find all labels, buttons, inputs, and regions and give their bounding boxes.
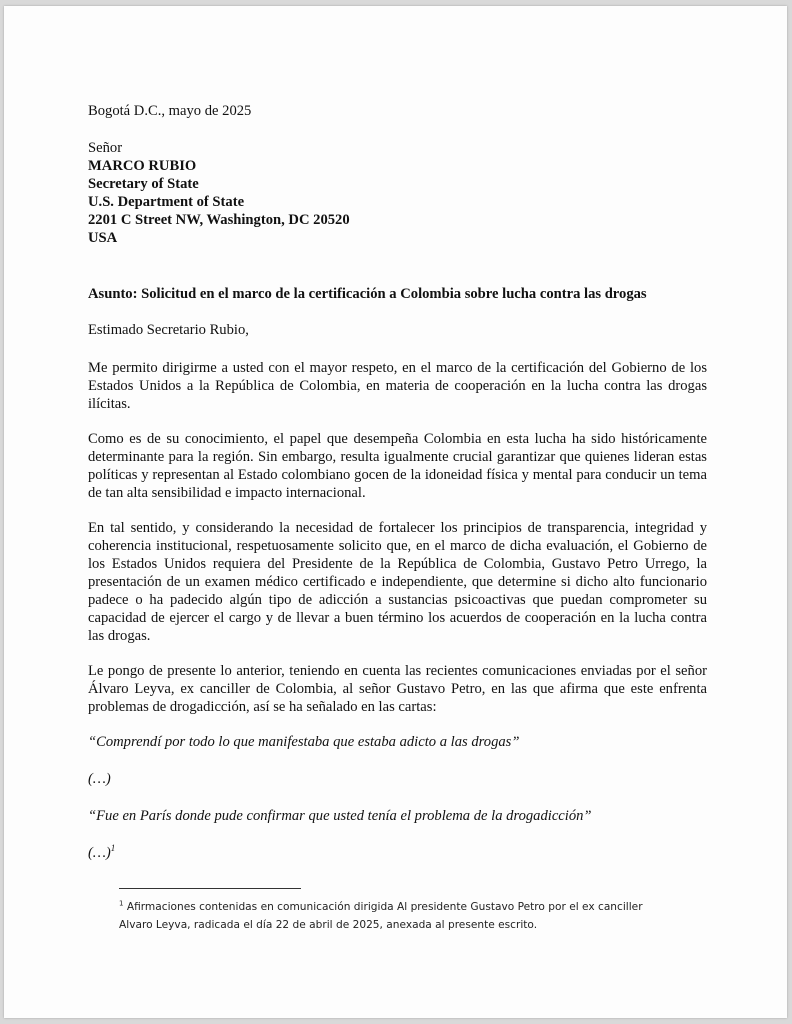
recipient-block	[88, 139, 707, 247]
recipient-name: MARCO RUBIO	[88, 158, 197, 174]
recipient-country: USA	[88, 230, 118, 246]
recipient-salutation-title: Señor	[88, 140, 123, 156]
recipient-department: U.S. Department of State	[88, 194, 245, 210]
ellipsis-2	[88, 844, 707, 862]
paragraph-3: En tal sentido, y considerando la necesidad de fortalecer los principios de transparencia, integridad y coherencia institucional, respetuosamente solicito que, en el marco de dicha evaluación, el Gobierno de los Estados Unidos requiera del Presidente de la República de Colombia, Gustavo Petro Urrego, la presentación de un examen médico certificado e independiente, que determine si dicho alto funcionario padece o ha padecido algún tipo de adicción a sustancias psicoactivas que puedan comprometer su capacidad de ejercer el cargo y de llevar a buen término los acuerdos de cooperación en la lucha contra las drogas.	[88, 520, 707, 644]
subject-line: Asunto: Solicitud en el marco de la certificación a Colombia sobre lucha contra las drogas	[88, 286, 647, 302]
paragraph-1: Me permito dirigirme a usted con el mayor respeto, en el marco de la certificación del Gobierno de los Estados Unidos a la República de Colombia, en materia de cooperación en la lucha contra las drogas ilícitas.	[88, 360, 707, 412]
greeting: Estimado Secretario Rubio,	[88, 322, 249, 338]
paragraph-4: Le pongo de presente lo anterior, teniendo en cuenta las recientes comunicaciones enviadas por el señor Álvaro Leyva, ex canciller de Colombia, al señor Gustavo Petro, en las que afirma que este enfrenta problemas de drogadicción, así se ha señalado en las cartas:	[88, 663, 707, 715]
quote-1: “Comprendí por todo lo que manifestaba que estaba adicto a las drogas”	[88, 734, 520, 750]
document-page	[4, 6, 787, 1018]
footnote-text: Afirmaciones contenidas en comunicación dirigida Al presidente Gustavo Petro por el ex canciller Alvaro Leyva, radicada el día 22 de abril de 2025, anexada al presente escrito.	[119, 901, 643, 931]
date-line: Bogotá D.C., mayo de 2025	[88, 103, 252, 119]
footnote-reference: 1	[110, 843, 116, 854]
footnote-divider	[119, 888, 301, 889]
paragraph-2: Como es de su conocimiento, el papel que desempeña Colombia en esta lucha ha sido históricamente determinante para la región. Sin embargo, resulta igualmente crucial garantizar que quienes lideran estas políticas y representan al Estado colombiano gocen de la idoneidad física y mental para conducir un tema de tan alta sensibilidad e impacto internacional.	[88, 431, 707, 501]
footnote-number: 1	[119, 899, 124, 908]
quote-2: “Fue en París donde pude confirmar que usted tenía el problema de la drogadicción”	[88, 808, 592, 824]
recipient-street: 2201 C Street NW, Washington, DC 20520	[88, 212, 350, 228]
recipient-position: Secretary of State	[88, 176, 199, 192]
letter-body	[88, 102, 707, 881]
ellipsis-2-text: (…)	[88, 845, 111, 861]
ellipsis-1: (…)	[88, 771, 111, 787]
footnote	[119, 898, 679, 934]
